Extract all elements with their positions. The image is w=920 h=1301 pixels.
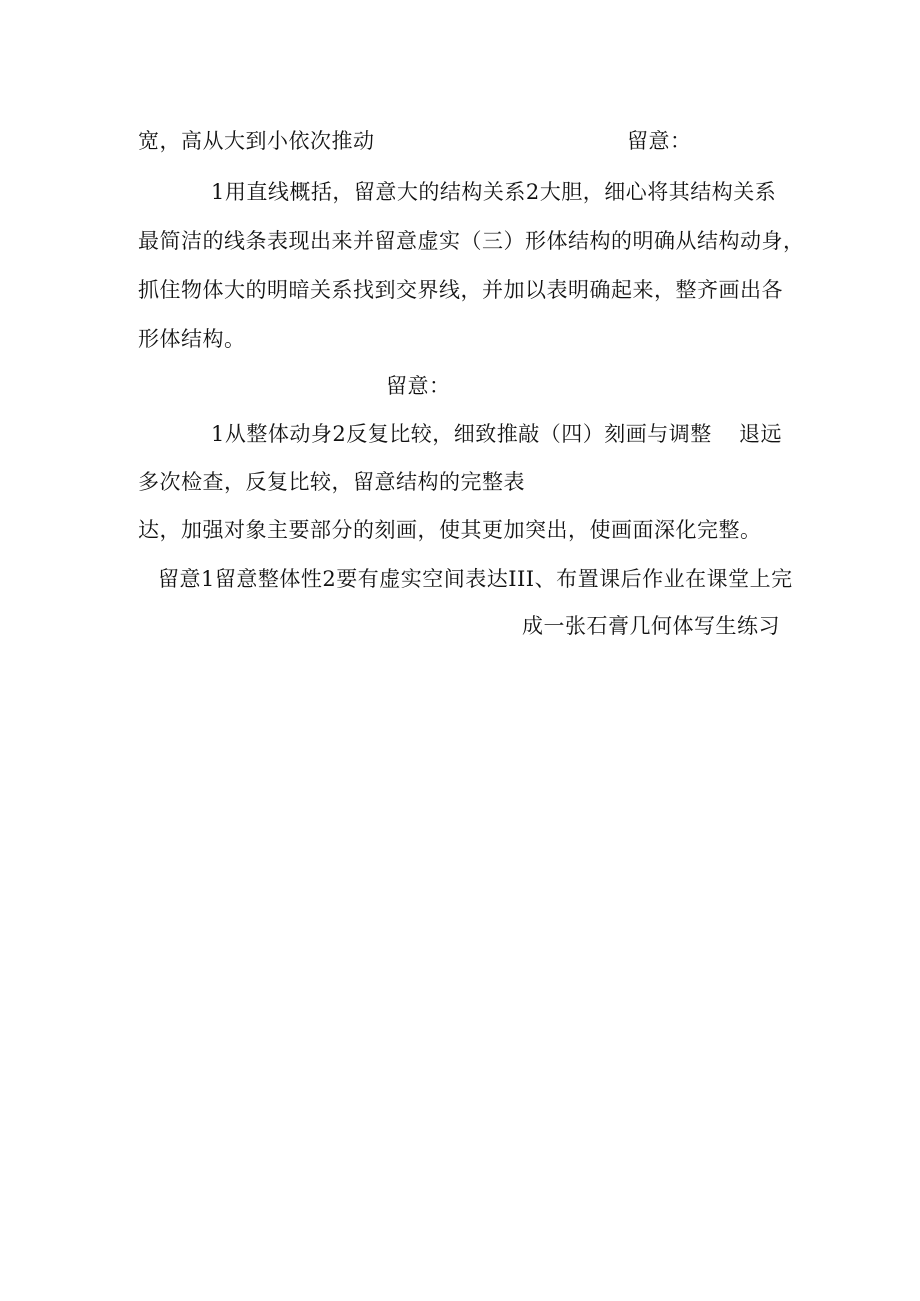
text-line: 多次检查，反复比较，留意结构的完整表 xyxy=(138,470,525,494)
text-line: 留意1留意整体性2要有虚实空间表达III、布置课后作业在课堂上完 xyxy=(158,567,793,591)
text-line: 退远 xyxy=(739,422,782,446)
text-line: 达，加强对象主要部分的刻画，使其更加突出，使画面深化完整。 xyxy=(138,518,762,542)
text-line: 宽，高从大到小依次推动 xyxy=(138,129,375,153)
text-line: 成一张石膏几何体写生练习 xyxy=(522,614,780,638)
text-line: 1用直线概括，留意大的结构关系2大胆，细心将其结构关系 xyxy=(211,180,777,204)
text-line: 最简洁的线条表现出来并留意虚实（三）形体结构的明确从结构动身， xyxy=(138,229,805,253)
text-line: 留意： xyxy=(386,374,451,398)
text-line: 抓住物体大的明暗关系找到交界线，并加以表明确起来，整齐画出各 xyxy=(138,278,783,302)
text-line: 留意： xyxy=(627,129,692,153)
text-line: 1从整体动身2反复比较，细致推敲（四）刻画与调整 xyxy=(211,422,712,446)
text-line: 形体结构。 xyxy=(138,327,246,351)
